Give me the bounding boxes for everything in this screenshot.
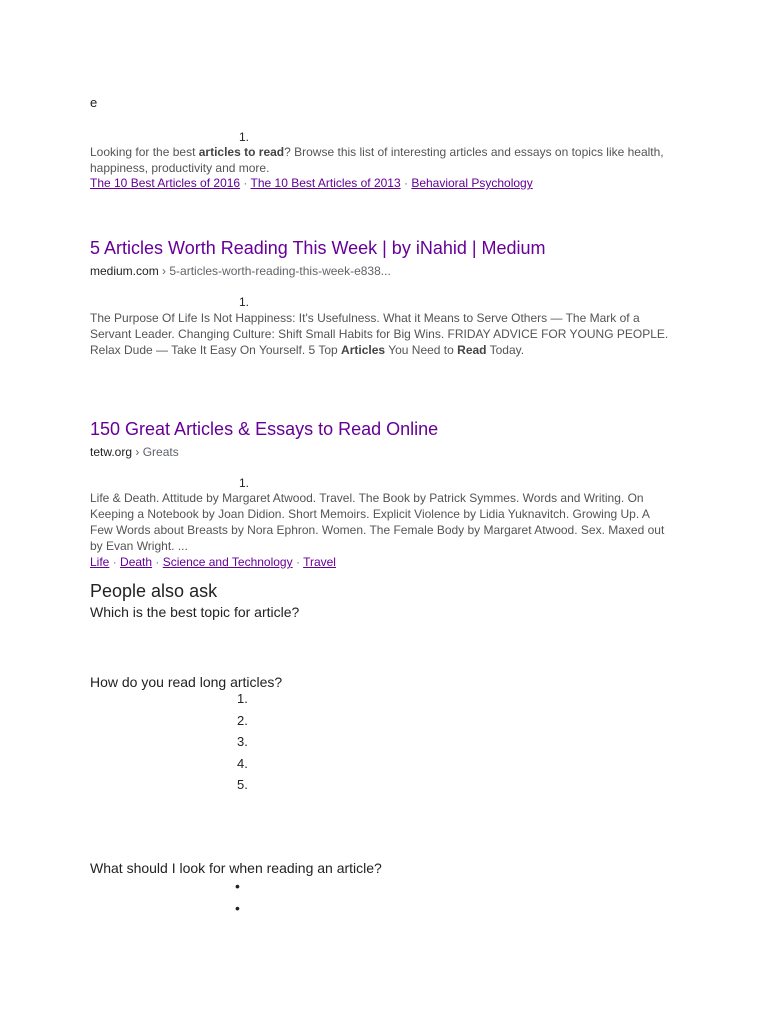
list-marker: 1. — [239, 295, 250, 309]
list-marker: 1. — [237, 691, 248, 706]
result-breadcrumb: medium.com › 5-articles-worth-reading-this-week-e838... — [90, 264, 391, 278]
sitelink[interactable]: The 10 Best Articles of 2016 — [90, 176, 241, 190]
sitelink[interactable]: Life — [90, 555, 110, 569]
sitelink[interactable]: Death — [120, 555, 153, 569]
question-item[interactable]: How do you read long articles? — [90, 674, 283, 690]
list-marker: 2. — [237, 713, 248, 728]
sitelink[interactable]: Science and Technology — [162, 555, 293, 569]
result-snippet: The Purpose Of Life Is Not Happiness: It's Usefulness. What it Means to Serve Others — The Mark of a Servant Leader. Changing Culture: Shift Small Habits for Big Wins. FRIDAY ADVICE FOR YOUNG PEOPLE. Relax Dude — Take It Easy On Yourself. 5 Top Articles You Need to Read Today. — [90, 311, 669, 357]
list-marker: 4. — [237, 756, 248, 771]
list-marker: 3. — [237, 734, 248, 749]
sitelink[interactable]: The 10 Best Articles of 2013 — [250, 176, 401, 190]
sitelinks: The 10 Best Articles of 2016 · The 10 Best Articles of 2013 · Behavioral Psychology — [90, 176, 533, 190]
bullet-marker: • — [235, 900, 240, 916]
people-also-ask-heading: People also ask — [90, 581, 218, 601]
list-marker: 1. — [239, 130, 250, 144]
question-item[interactable]: What should I look for when reading an article? — [90, 860, 382, 876]
result-title-link[interactable]: 150 Great Articles & Essays to Read Online — [90, 419, 439, 439]
sitelink[interactable]: Travel — [303, 555, 336, 569]
result-title-link[interactable]: 5 Articles Worth Reading This Week | by iNahid | Medium — [90, 238, 546, 258]
sitelink[interactable]: Behavioral Psychology — [411, 176, 533, 190]
question-item[interactable]: Which is the best topic for article? — [90, 604, 300, 620]
result-breadcrumb: tetw.org › Greats — [90, 445, 179, 459]
stray-text: e — [90, 95, 98, 110]
sitelinks: Life · Death · Science and Technology · Travel — [90, 555, 336, 569]
list-marker: 1. — [239, 476, 250, 490]
result-snippet: Life & Death. Attitude by Margaret Atwood. Travel. The Book by Patrick Symmes. Words and Writing. On Keeping a Notebook by Joan Didion. Short Memoirs. Explicit Violence by Lidia Yuknavitch. Growing Up. A Few Words about Breasts by Nora Ephron. Women. The Female Body by Margaret Atwood. Sex. Maxed out by Evan Wright. ... — [90, 491, 665, 553]
result-snippet: Looking for the best articles to read? Browse this list of interesting articles and essays on topics like health, happiness, productivity and more. — [90, 145, 664, 175]
list-marker: 5. — [237, 777, 248, 792]
bullet-marker: • — [235, 878, 240, 894]
